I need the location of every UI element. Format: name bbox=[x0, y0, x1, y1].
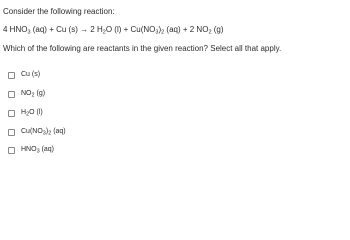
text-run: (aq) bbox=[51, 128, 66, 135]
answer-option[interactable] bbox=[8, 108, 43, 118]
option-label bbox=[21, 145, 54, 155]
text-run: ) bbox=[158, 25, 162, 34]
subscript: 2 bbox=[31, 92, 35, 99]
question-prompt: Consider the following reaction: bbox=[3, 7, 115, 16]
text-run: (aq) bbox=[39, 146, 55, 153]
subscript: 2 bbox=[102, 29, 106, 36]
answer-option[interactable] bbox=[8, 127, 66, 137]
option-label bbox=[21, 70, 40, 80]
text-run: (aq) + 2 NO bbox=[164, 25, 209, 34]
answer-option[interactable] bbox=[8, 145, 54, 155]
checkbox[interactable] bbox=[8, 72, 15, 79]
subscript: 2 bbox=[48, 130, 52, 137]
option-label bbox=[21, 89, 45, 99]
reaction-equation bbox=[3, 25, 224, 35]
subscript: 3 bbox=[155, 29, 159, 36]
checkbox[interactable] bbox=[8, 91, 15, 98]
checkbox[interactable] bbox=[8, 129, 15, 136]
answer-option[interactable] bbox=[8, 70, 40, 80]
subscript: 2 bbox=[208, 29, 212, 36]
text-run: Cu (s) bbox=[21, 71, 41, 78]
option-label bbox=[21, 127, 66, 137]
question-instruction: Which of the following are reactants in the given reaction? Select all that apply. bbox=[3, 44, 282, 53]
text-run: O (l) bbox=[29, 109, 43, 116]
option-label bbox=[21, 108, 43, 118]
text-run: HNO bbox=[21, 146, 37, 153]
answer-option[interactable] bbox=[8, 89, 45, 99]
text-run: O (l) + Cu(NO bbox=[105, 25, 156, 34]
text-run: (g) bbox=[211, 25, 224, 34]
subscript: 2 bbox=[161, 29, 165, 36]
subscript: 3 bbox=[36, 148, 40, 155]
subscript: 2 bbox=[26, 111, 30, 118]
text-run: 4 HNO bbox=[3, 25, 28, 34]
subscript: 3 bbox=[42, 130, 46, 137]
text-run: (aq) + Cu (s) → 2 H bbox=[30, 25, 103, 34]
subscript: 3 bbox=[27, 29, 31, 36]
text-run: NO bbox=[21, 90, 32, 97]
checkbox[interactable] bbox=[8, 147, 15, 154]
text-run: (g) bbox=[34, 90, 46, 97]
text-run: H bbox=[21, 109, 27, 116]
text-run: Cu(NO bbox=[21, 128, 43, 135]
text-run: ) bbox=[45, 128, 49, 135]
checkbox[interactable] bbox=[8, 110, 15, 117]
